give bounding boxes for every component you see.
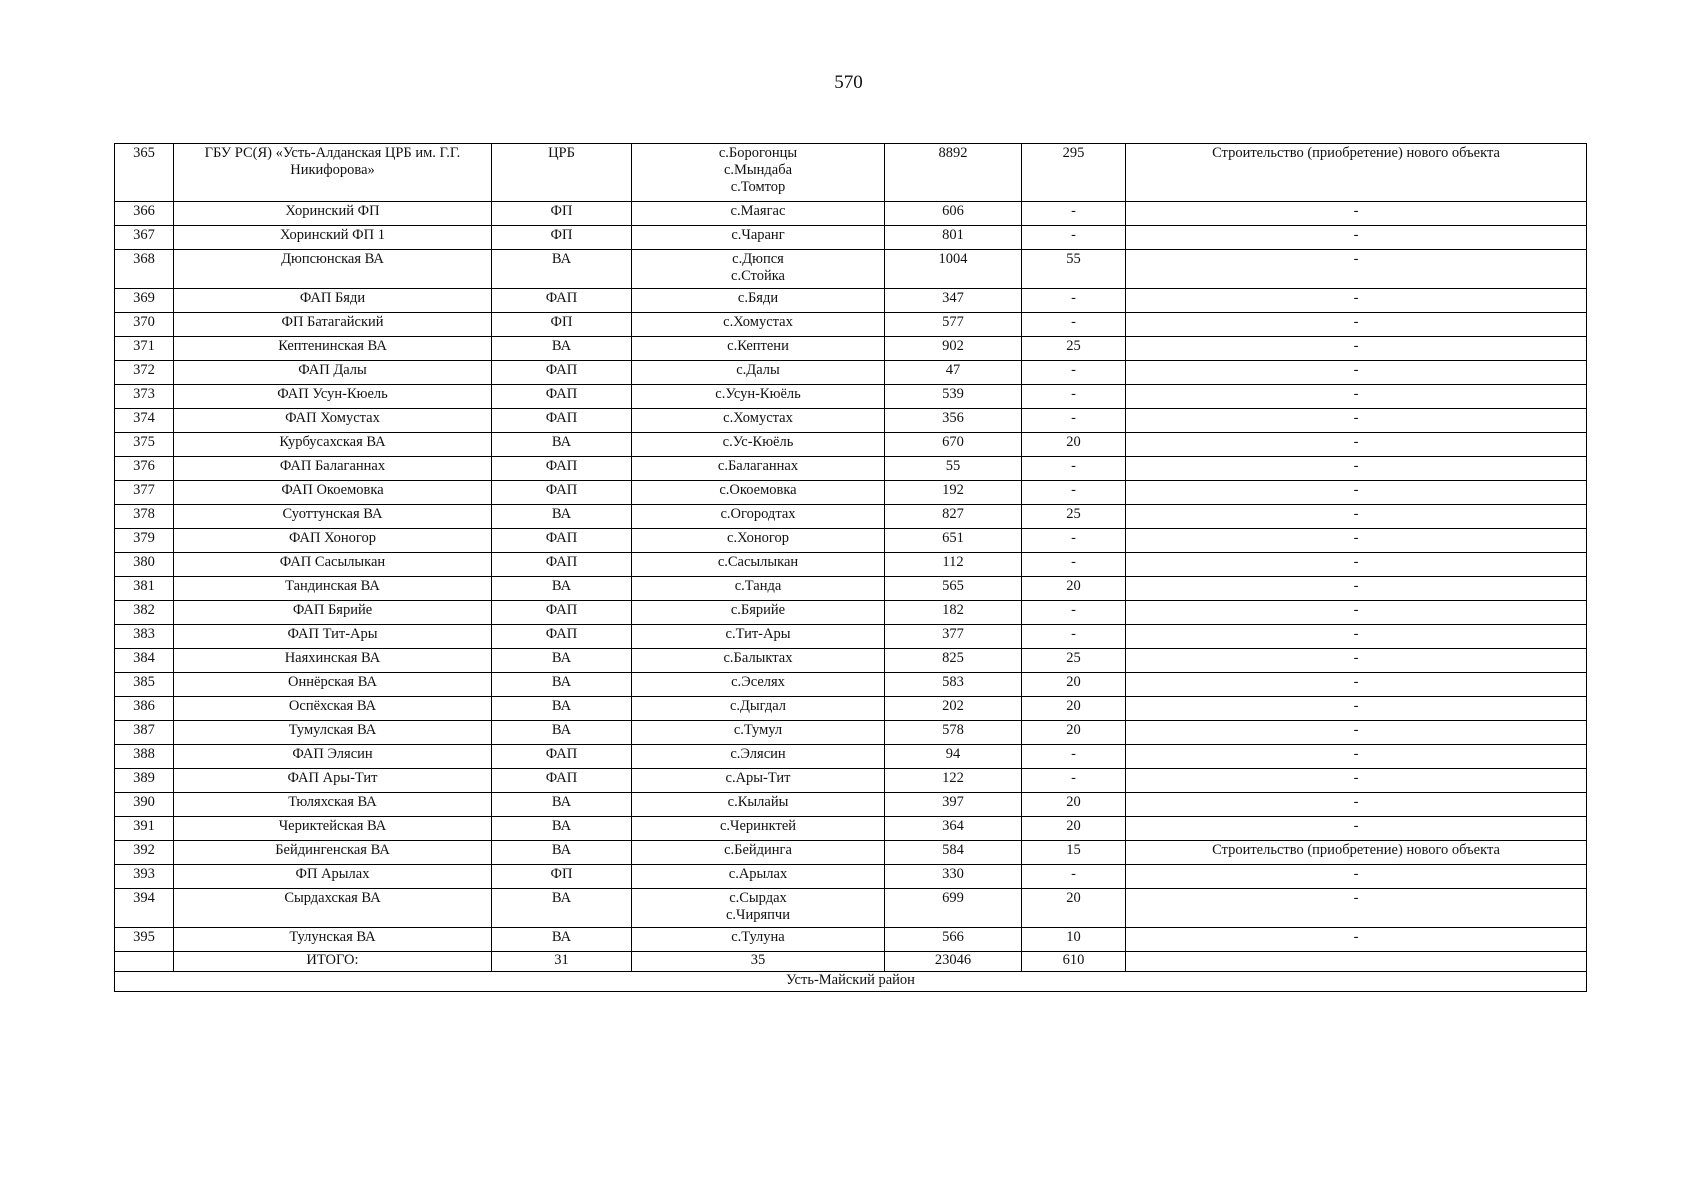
- row-number-cell: 369: [115, 289, 174, 313]
- note-cell: -: [1126, 361, 1587, 385]
- note-cell: -: [1126, 817, 1587, 841]
- value-a-cell: 20: [1022, 673, 1126, 697]
- facility-type-cell: ФП: [492, 226, 632, 250]
- row-number-cell: 382: [115, 601, 174, 625]
- population-cell: 565: [885, 577, 1022, 601]
- settlement-cell: с.Арылах: [632, 865, 885, 889]
- row-number-cell: 368: [115, 250, 174, 289]
- facility-name-cell: Хоринский ФП 1: [174, 226, 492, 250]
- row-number-cell: 365: [115, 144, 174, 202]
- settlement-cell: с.Тулуна: [632, 928, 885, 952]
- settlement-cell: с.Черинктей: [632, 817, 885, 841]
- facility-type-cell: ВА: [492, 793, 632, 817]
- row-number-cell: 384: [115, 649, 174, 673]
- value-a-cell: 20: [1022, 433, 1126, 457]
- facility-name-cell: ФАП Далы: [174, 361, 492, 385]
- facility-name-cell: Курбусахская ВА: [174, 433, 492, 457]
- facility-name-cell: ФП Арылах: [174, 865, 492, 889]
- row-number-cell: 377: [115, 481, 174, 505]
- facility-name-cell: ФАП Сасылыкан: [174, 553, 492, 577]
- facility-name-cell: Хоринский ФП: [174, 202, 492, 226]
- settlement-cell: с.Ары-Тит: [632, 769, 885, 793]
- facility-name-cell: ФАП Балаганнах: [174, 457, 492, 481]
- value-a-cell: -: [1022, 553, 1126, 577]
- value-a-cell: -: [1022, 409, 1126, 433]
- total-settlement-count: 35: [632, 952, 885, 972]
- table-row: [115, 226, 1587, 250]
- value-a-cell: 20: [1022, 793, 1126, 817]
- value-a-cell: 15: [1022, 841, 1126, 865]
- population-cell: 584: [885, 841, 1022, 865]
- value-a-cell: -: [1022, 529, 1126, 553]
- total-number-cell: [115, 952, 174, 972]
- population-cell: 606: [885, 202, 1022, 226]
- note-cell: -: [1126, 721, 1587, 745]
- settlement-cell: с.Танда: [632, 577, 885, 601]
- population-cell: 347: [885, 289, 1022, 313]
- note-cell: -: [1126, 625, 1587, 649]
- value-a-cell: 20: [1022, 889, 1126, 928]
- settlement-cell: с.Сасылыкан: [632, 553, 885, 577]
- table-row: [115, 481, 1587, 505]
- table-row: [115, 721, 1587, 745]
- facility-type-cell: ВА: [492, 721, 632, 745]
- table-row: [115, 313, 1587, 337]
- note-cell: -: [1126, 793, 1587, 817]
- facility-name-cell: Оспёхская ВА: [174, 697, 492, 721]
- population-cell: 330: [885, 865, 1022, 889]
- table-row: [115, 673, 1587, 697]
- table-row: [115, 202, 1587, 226]
- row-number-cell: 385: [115, 673, 174, 697]
- table-row: [115, 144, 1587, 202]
- facility-type-cell: ФАП: [492, 601, 632, 625]
- value-a-cell: -: [1022, 226, 1126, 250]
- facility-name-cell: Тулунская ВА: [174, 928, 492, 952]
- facility-type-cell: ФП: [492, 865, 632, 889]
- population-cell: 539: [885, 385, 1022, 409]
- value-a-cell: -: [1022, 202, 1126, 226]
- settlement-cell: с.Бейдинга: [632, 841, 885, 865]
- total-population: 23046: [885, 952, 1022, 972]
- facility-type-cell: ВА: [492, 433, 632, 457]
- facility-name-cell: ФАП Бяди: [174, 289, 492, 313]
- settlement-cell: с.Огородтах: [632, 505, 885, 529]
- settlement-cell: с.Хомустах: [632, 409, 885, 433]
- note-cell: -: [1126, 745, 1587, 769]
- value-a-cell: -: [1022, 481, 1126, 505]
- value-a-cell: 25: [1022, 505, 1126, 529]
- value-a-cell: 295: [1022, 144, 1126, 202]
- facility-type-cell: ФАП: [492, 289, 632, 313]
- population-cell: 902: [885, 337, 1022, 361]
- table-row: [115, 385, 1587, 409]
- population-cell: 699: [885, 889, 1022, 928]
- value-a-cell: -: [1022, 289, 1126, 313]
- note-cell: -: [1126, 553, 1587, 577]
- facility-name-cell: Тюляхская ВА: [174, 793, 492, 817]
- row-number-cell: 393: [115, 865, 174, 889]
- facility-type-cell: ЦРБ: [492, 144, 632, 202]
- note-cell: -: [1126, 250, 1587, 289]
- facilities-table: [114, 143, 1587, 992]
- settlement-cell: с.Далы: [632, 361, 885, 385]
- table-row: [115, 553, 1587, 577]
- total-label: ИТОГО:: [174, 952, 492, 972]
- population-cell: 1004: [885, 250, 1022, 289]
- settlement-cell: с.Хоногор: [632, 529, 885, 553]
- row-number-cell: 373: [115, 385, 174, 409]
- row-number-cell: 381: [115, 577, 174, 601]
- table-row: [115, 649, 1587, 673]
- table-row: [115, 457, 1587, 481]
- facility-name-cell: ФАП Окоемовка: [174, 481, 492, 505]
- note-cell: -: [1126, 673, 1587, 697]
- population-cell: 583: [885, 673, 1022, 697]
- row-number-cell: 386: [115, 697, 174, 721]
- table-row: [115, 697, 1587, 721]
- population-cell: 47: [885, 361, 1022, 385]
- table-row: [115, 601, 1587, 625]
- row-number-cell: 389: [115, 769, 174, 793]
- note-cell: -: [1126, 337, 1587, 361]
- population-cell: 55: [885, 457, 1022, 481]
- district-name: Усть-Майский район: [115, 972, 1587, 992]
- facility-name-cell: ФАП Элясин: [174, 745, 492, 769]
- facility-type-cell: ВА: [492, 841, 632, 865]
- value-a-cell: -: [1022, 745, 1126, 769]
- population-cell: 670: [885, 433, 1022, 457]
- table-row: [115, 250, 1587, 289]
- value-a-cell: -: [1022, 625, 1126, 649]
- table-row: [115, 841, 1587, 865]
- facility-name-cell: Сырдахская ВА: [174, 889, 492, 928]
- population-cell: 377: [885, 625, 1022, 649]
- population-cell: 94: [885, 745, 1022, 769]
- note-cell: -: [1126, 289, 1587, 313]
- facility-name-cell: Бейдингенская ВА: [174, 841, 492, 865]
- facility-type-cell: ВА: [492, 673, 632, 697]
- note-cell: -: [1126, 226, 1587, 250]
- row-number-cell: 376: [115, 457, 174, 481]
- row-number-cell: 394: [115, 889, 174, 928]
- facility-name-cell: Оннёрская ВА: [174, 673, 492, 697]
- settlement-cell: с.Дюпся с.Стойка: [632, 250, 885, 289]
- facility-type-cell: ФАП: [492, 361, 632, 385]
- row-number-cell: 372: [115, 361, 174, 385]
- table-row: [115, 337, 1587, 361]
- table-row: [115, 745, 1587, 769]
- settlement-cell: с.Балыктах: [632, 649, 885, 673]
- settlement-cell: с.Тумул: [632, 721, 885, 745]
- facility-name-cell: Суоттунская ВА: [174, 505, 492, 529]
- facility-name-cell: Тумулская ВА: [174, 721, 492, 745]
- note-cell: -: [1126, 649, 1587, 673]
- note-cell: -: [1126, 601, 1587, 625]
- facility-type-cell: ВА: [492, 337, 632, 361]
- population-cell: 651: [885, 529, 1022, 553]
- value-a-cell: 20: [1022, 697, 1126, 721]
- note-cell: -: [1126, 385, 1587, 409]
- facility-type-cell: ФАП: [492, 457, 632, 481]
- settlement-cell: с.Дыгдал: [632, 697, 885, 721]
- facility-type-cell: ФАП: [492, 625, 632, 649]
- facility-type-cell: ФП: [492, 202, 632, 226]
- facility-name-cell: ФАП Бярийе: [174, 601, 492, 625]
- note-cell: -: [1126, 505, 1587, 529]
- note-cell: -: [1126, 865, 1587, 889]
- total-type-count: 31: [492, 952, 632, 972]
- row-number-cell: 370: [115, 313, 174, 337]
- note-cell: Строительство (приобретение) нового объекта: [1126, 841, 1587, 865]
- table-row: [115, 289, 1587, 313]
- population-cell: 182: [885, 601, 1022, 625]
- settlement-cell: с.Бярийе: [632, 601, 885, 625]
- note-cell: -: [1126, 928, 1587, 952]
- note-cell: -: [1126, 481, 1587, 505]
- row-number-cell: 388: [115, 745, 174, 769]
- value-a-cell: -: [1022, 313, 1126, 337]
- note-cell: -: [1126, 529, 1587, 553]
- value-a-cell: -: [1022, 385, 1126, 409]
- row-number-cell: 383: [115, 625, 174, 649]
- settlement-cell: с.Балаганнах: [632, 457, 885, 481]
- facility-type-cell: ВА: [492, 649, 632, 673]
- note-cell: -: [1126, 889, 1587, 928]
- table-row: [115, 505, 1587, 529]
- facility-name-cell: Чериктейская ВА: [174, 817, 492, 841]
- settlement-cell: с.Ус-Кюёль: [632, 433, 885, 457]
- table-row: [115, 928, 1587, 952]
- population-cell: 801: [885, 226, 1022, 250]
- facility-type-cell: ФАП: [492, 385, 632, 409]
- table-row: [115, 769, 1587, 793]
- note-cell: -: [1126, 313, 1587, 337]
- table-row: [115, 817, 1587, 841]
- facility-name-cell: Дюпсюнская ВА: [174, 250, 492, 289]
- population-cell: 827: [885, 505, 1022, 529]
- facility-name-cell: Наяхинская ВА: [174, 649, 492, 673]
- facility-name-cell: ФАП Усун-Кюель: [174, 385, 492, 409]
- row-number-cell: 379: [115, 529, 174, 553]
- population-cell: 578: [885, 721, 1022, 745]
- note-cell: Строительство (приобретение) нового объекта: [1126, 144, 1587, 202]
- row-number-cell: 380: [115, 553, 174, 577]
- value-a-cell: -: [1022, 769, 1126, 793]
- value-a-cell: 20: [1022, 721, 1126, 745]
- row-number-cell: 375: [115, 433, 174, 457]
- population-cell: 122: [885, 769, 1022, 793]
- facility-name-cell: ФАП Тит-Ары: [174, 625, 492, 649]
- facility-type-cell: ВА: [492, 505, 632, 529]
- value-a-cell: 10: [1022, 928, 1126, 952]
- settlement-cell: с.Маягас: [632, 202, 885, 226]
- facility-type-cell: ФАП: [492, 553, 632, 577]
- settlement-cell: с.Эселях: [632, 673, 885, 697]
- facility-type-cell: ФП: [492, 313, 632, 337]
- row-number-cell: 367: [115, 226, 174, 250]
- table-row: [115, 433, 1587, 457]
- table-row: [115, 409, 1587, 433]
- row-number-cell: 391: [115, 817, 174, 841]
- facility-type-cell: ВА: [492, 577, 632, 601]
- facility-name-cell: ФП Батагайский: [174, 313, 492, 337]
- facility-name-cell: ФАП Хоногор: [174, 529, 492, 553]
- value-a-cell: 55: [1022, 250, 1126, 289]
- total-row: [115, 952, 1587, 972]
- note-cell: -: [1126, 433, 1587, 457]
- row-number-cell: 390: [115, 793, 174, 817]
- population-cell: 202: [885, 697, 1022, 721]
- note-cell: -: [1126, 202, 1587, 226]
- population-cell: 112: [885, 553, 1022, 577]
- value-a-cell: -: [1022, 865, 1126, 889]
- facility-name-cell: ГБУ РС(Я) «Усть-Алданская ЦРБ им. Г.Г. Никифорова»: [174, 144, 492, 202]
- population-cell: 397: [885, 793, 1022, 817]
- facility-type-cell: ВА: [492, 889, 632, 928]
- population-cell: 566: [885, 928, 1022, 952]
- table-row: [115, 577, 1587, 601]
- population-cell: 364: [885, 817, 1022, 841]
- facility-name-cell: ФАП Хомустах: [174, 409, 492, 433]
- note-cell: -: [1126, 697, 1587, 721]
- facility-type-cell: ФАП: [492, 769, 632, 793]
- population-cell: 577: [885, 313, 1022, 337]
- settlement-cell: с.Борогонцы с.Мындаба с.Томтор: [632, 144, 885, 202]
- value-a-cell: 25: [1022, 649, 1126, 673]
- table-row: [115, 865, 1587, 889]
- table-row: [115, 361, 1587, 385]
- page-number: 570: [834, 72, 863, 93]
- facility-type-cell: ВА: [492, 697, 632, 721]
- facility-type-cell: ФАП: [492, 745, 632, 769]
- note-cell: -: [1126, 769, 1587, 793]
- facility-type-cell: ВА: [492, 817, 632, 841]
- value-a-cell: 20: [1022, 577, 1126, 601]
- table-body: [115, 144, 1587, 992]
- settlement-cell: с.Хомустах: [632, 313, 885, 337]
- facility-type-cell: ВА: [492, 250, 632, 289]
- table-row: [115, 529, 1587, 553]
- row-number-cell: 395: [115, 928, 174, 952]
- note-cell: -: [1126, 577, 1587, 601]
- total-a: 610: [1022, 952, 1126, 972]
- row-number-cell: 387: [115, 721, 174, 745]
- facility-name-cell: Кептенинская ВА: [174, 337, 492, 361]
- settlement-cell: с.Тит-Ары: [632, 625, 885, 649]
- population-cell: 825: [885, 649, 1022, 673]
- value-a-cell: 20: [1022, 817, 1126, 841]
- facility-type-cell: ФАП: [492, 529, 632, 553]
- settlement-cell: с.Усун-Кюёль: [632, 385, 885, 409]
- facility-type-cell: ВА: [492, 928, 632, 952]
- settlement-cell: с.Кылайы: [632, 793, 885, 817]
- settlement-cell: с.Окоемовка: [632, 481, 885, 505]
- facility-type-cell: ФАП: [492, 409, 632, 433]
- facility-name-cell: Тандинская ВА: [174, 577, 492, 601]
- row-number-cell: 374: [115, 409, 174, 433]
- settlement-cell: с.Сырдах с.Чиряпчи: [632, 889, 885, 928]
- population-cell: 356: [885, 409, 1022, 433]
- row-number-cell: 392: [115, 841, 174, 865]
- table-row: [115, 793, 1587, 817]
- table-row: [115, 625, 1587, 649]
- population-cell: 8892: [885, 144, 1022, 202]
- facility-name-cell: ФАП Ары-Тит: [174, 769, 492, 793]
- note-cell: -: [1126, 457, 1587, 481]
- note-cell: -: [1126, 409, 1587, 433]
- row-number-cell: 366: [115, 202, 174, 226]
- table-row: [115, 889, 1587, 928]
- district-row: [115, 972, 1587, 992]
- settlement-cell: с.Кептени: [632, 337, 885, 361]
- settlement-cell: с.Элясин: [632, 745, 885, 769]
- row-number-cell: 378: [115, 505, 174, 529]
- value-a-cell: 25: [1022, 337, 1126, 361]
- settlement-cell: с.Чаранг: [632, 226, 885, 250]
- facility-type-cell: ФАП: [492, 481, 632, 505]
- population-cell: 192: [885, 481, 1022, 505]
- value-a-cell: -: [1022, 361, 1126, 385]
- value-a-cell: -: [1022, 601, 1126, 625]
- value-a-cell: -: [1022, 457, 1126, 481]
- settlement-cell: с.Бяди: [632, 289, 885, 313]
- row-number-cell: 371: [115, 337, 174, 361]
- total-note-cell: [1126, 952, 1587, 972]
